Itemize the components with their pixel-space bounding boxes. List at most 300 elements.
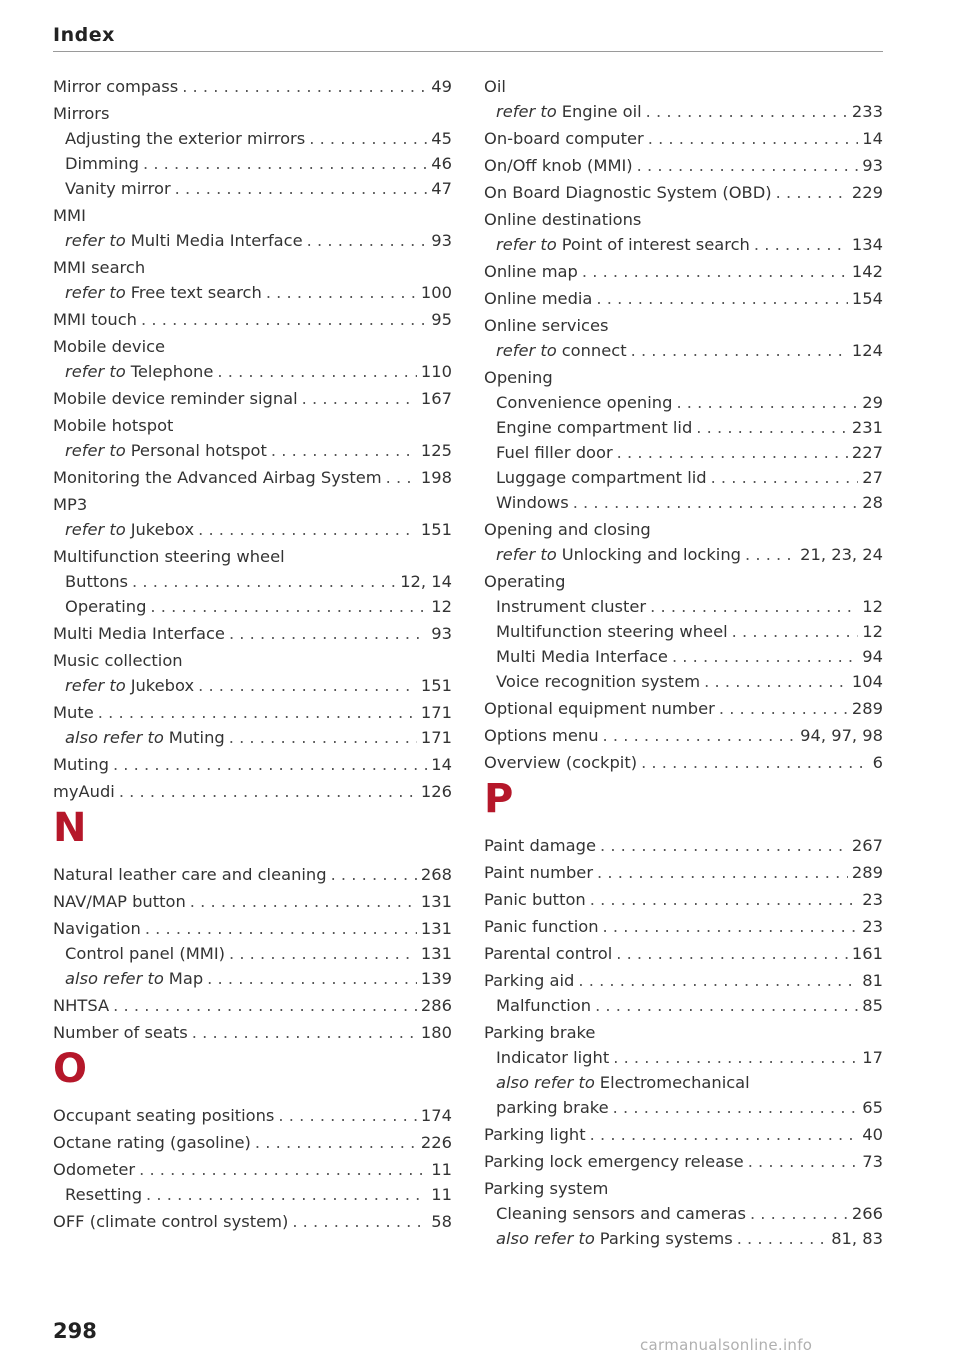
index-subentry (484, 232, 883, 257)
dot-leader (704, 669, 848, 694)
index-subentry (53, 176, 452, 201)
page-reference: 154 (851, 289, 883, 308)
cross-reference-prefix: also refer to (65, 969, 164, 988)
page-reference: 229 (851, 183, 883, 202)
index-entry (484, 313, 883, 338)
cross-reference-prefix: refer to (65, 520, 126, 539)
index-term: Parking lock emergency release (484, 1152, 744, 1171)
index-subentry (53, 725, 452, 750)
index-term: Music collection (53, 651, 183, 670)
index-term: Jukebox (130, 520, 195, 539)
index-entry (53, 1157, 452, 1182)
index-term: Malfunction (496, 996, 592, 1015)
dot-leader (141, 307, 427, 332)
index-term: MMI touch (53, 310, 138, 329)
dot-leader (198, 517, 417, 542)
page-reference: 85 (862, 996, 883, 1015)
dot-leader (207, 966, 417, 991)
dot-leader (745, 542, 796, 567)
dot-leader (732, 619, 859, 644)
index-entry (484, 914, 883, 939)
dot-leader (776, 180, 848, 205)
page-reference: 12 (862, 597, 883, 616)
dot-leader (597, 860, 848, 885)
index-entry (53, 752, 452, 777)
index-subentry (484, 1226, 883, 1251)
index-term: Panic button (484, 890, 586, 909)
cross-reference-prefix: also refer to (65, 728, 164, 747)
index-entry (484, 1020, 883, 1045)
dot-leader (754, 232, 848, 257)
index-subentry (484, 440, 883, 465)
index-term: On/Off knob (MMI) (484, 156, 633, 175)
page-reference: 139 (420, 969, 452, 988)
index-term: Personal hotspot (130, 441, 267, 460)
index-entry (484, 180, 883, 205)
page-reference: 161 (851, 944, 883, 963)
page-reference: 12 (862, 622, 883, 641)
page-reference: 289 (851, 863, 883, 882)
page-reference: 27 (862, 468, 883, 487)
dot-leader (578, 968, 858, 993)
page-reference: 49 (431, 77, 452, 96)
index-entry (53, 74, 452, 99)
index-term: Mute (53, 703, 94, 722)
index-term: Mobile device (53, 337, 166, 356)
page-reference: 45 (431, 129, 452, 148)
index-term: Parking light (484, 1125, 586, 1144)
index-entry (53, 307, 452, 332)
dot-leader (307, 228, 428, 253)
index-term: Operating (484, 572, 566, 591)
index-subentry (53, 594, 452, 619)
index-term: Octane rating (gasoline) (53, 1133, 251, 1152)
index-column-left (53, 74, 452, 1236)
index-term: Instrument cluster (496, 597, 647, 616)
page-reference: 11 (431, 1160, 452, 1179)
dot-leader (748, 1149, 859, 1174)
dot-leader (150, 594, 427, 619)
index-entry (53, 889, 452, 914)
index-term: Engine compartment lid (496, 418, 693, 437)
index-entry (53, 916, 452, 941)
page-reference: 47 (431, 179, 452, 198)
page-reference: 174 (420, 1106, 452, 1125)
dot-leader (711, 465, 859, 490)
index-term: Point of interest search (561, 235, 750, 254)
dot-leader (386, 465, 417, 490)
cross-reference-prefix: refer to (496, 102, 557, 121)
page-reference: 126 (420, 782, 452, 801)
dot-leader (590, 1122, 859, 1147)
dot-leader (600, 833, 848, 858)
page-reference: 233 (851, 102, 883, 121)
page-reference: 131 (420, 944, 452, 963)
dot-leader (278, 1103, 417, 1128)
index-subentry (484, 338, 883, 363)
index-term: Monitoring the Advanced Airbag System (53, 468, 382, 487)
dot-leader (266, 280, 417, 305)
page-reference: 110 (420, 362, 452, 381)
page-reference: 14 (431, 755, 452, 774)
index-subentry (53, 151, 452, 176)
page-reference: 134 (851, 235, 883, 254)
index-entry (53, 413, 452, 438)
index-term: MMI (53, 206, 86, 225)
index-subentry (53, 517, 452, 542)
index-term: Options menu (484, 726, 599, 745)
cross-reference-prefix: refer to (496, 341, 557, 360)
index-term: Occupant seating positions (53, 1106, 275, 1125)
page-reference: 73 (862, 1152, 883, 1171)
index-term: Unlocking and locking (561, 545, 741, 564)
page-reference: 23 (862, 890, 883, 909)
index-subentry (484, 99, 883, 124)
page-reference: 81, 83 (831, 1229, 883, 1248)
page-reference: 93 (431, 231, 452, 250)
dot-leader (631, 338, 848, 363)
dot-leader (255, 1130, 417, 1155)
index-term: Number of seats (53, 1023, 188, 1042)
dot-leader (646, 99, 848, 124)
dot-leader (217, 359, 417, 384)
page-reference: 46 (431, 154, 452, 173)
dot-leader (145, 916, 417, 941)
page-reference: 95 (431, 310, 452, 329)
index-term: Natural leather care and cleaning (53, 865, 327, 884)
dot-leader (613, 1045, 858, 1070)
index-entry (53, 492, 452, 517)
index-term: Fuel filler door (496, 443, 613, 462)
page-reference: 65 (862, 1098, 883, 1117)
index-entry (484, 1122, 883, 1147)
index-entry (53, 779, 452, 804)
dot-leader (98, 700, 417, 725)
cross-reference-prefix: refer to (496, 545, 557, 564)
index-entry (53, 203, 452, 228)
page-reference: 286 (420, 996, 452, 1015)
page-reference: 151 (420, 520, 452, 539)
index-term: Mirrors (53, 104, 110, 123)
index-entry (53, 255, 452, 280)
page-reference: 171 (420, 728, 452, 747)
index-term: Adjusting the exterior mirrors (65, 129, 306, 148)
index-term: Parental control (484, 944, 613, 963)
dot-leader (613, 1095, 859, 1120)
page-reference: 12 (431, 597, 452, 616)
index-subentry (53, 941, 452, 966)
index-entry (53, 621, 452, 646)
index-entry (53, 700, 452, 725)
index-entry (484, 153, 883, 178)
dot-leader (590, 887, 859, 912)
dot-leader (302, 386, 417, 411)
index-entry (53, 1020, 452, 1045)
index-term: MMI search (53, 258, 146, 277)
dot-leader (719, 696, 848, 721)
dot-leader (737, 1226, 828, 1251)
index-subentry (53, 1182, 452, 1207)
dot-leader (648, 126, 859, 151)
index-entry (484, 365, 883, 390)
index-term: Muting (168, 728, 225, 747)
index-term: Opening and closing (484, 520, 651, 539)
index-term: Mobile device reminder signal (53, 389, 298, 408)
index-subentry (484, 1095, 883, 1120)
index-term: Map (168, 969, 204, 988)
page-reference: 94 (862, 647, 883, 666)
index-subentry (484, 1045, 883, 1070)
index-term: Vanity mirror (65, 179, 171, 198)
index-term: Opening (484, 368, 553, 387)
index-term: Indicator light (496, 1048, 610, 1067)
index-term: Buttons (65, 572, 129, 591)
index-term: Windows (496, 493, 569, 512)
cross-reference-prefix: refer to (65, 441, 126, 460)
index-term: Optional equipment number (484, 699, 715, 718)
dot-leader (192, 1020, 417, 1045)
dot-leader (309, 126, 427, 151)
index-subentry (53, 569, 452, 594)
dot-leader (132, 569, 396, 594)
index-subentry (53, 673, 452, 698)
index-term: Parking systems (599, 1229, 733, 1248)
index-term: connect (561, 341, 627, 360)
page-number: 298 (53, 1319, 97, 1343)
dot-leader (146, 1182, 427, 1207)
index-term: On-board computer (484, 129, 644, 148)
index-entry (53, 993, 452, 1018)
index-entry (484, 259, 883, 284)
page-reference: 151 (420, 676, 452, 695)
index-term: Operating (65, 597, 147, 616)
page-reference: 81 (862, 971, 883, 990)
index-entry (484, 833, 883, 858)
index-term: Paint damage (484, 836, 596, 855)
index-subentry (484, 619, 883, 644)
dot-leader (573, 490, 859, 515)
page-reference: 131 (420, 892, 452, 911)
page-reference: 167 (420, 389, 452, 408)
dot-leader (595, 993, 858, 1018)
page-reference: 289 (851, 699, 883, 718)
index-term: Paint number (484, 863, 594, 882)
dot-leader (582, 259, 848, 284)
dot-leader (271, 438, 417, 463)
dot-leader (331, 862, 417, 887)
index-term: Free text search (130, 283, 262, 302)
index-entry (484, 1149, 883, 1174)
page-reference: 93 (862, 156, 883, 175)
index-entry (484, 1176, 883, 1201)
index-entry (484, 126, 883, 151)
page-reference: 268 (420, 865, 452, 884)
dot-leader (616, 941, 848, 966)
index-subentry (484, 644, 883, 669)
dot-leader (641, 750, 869, 775)
index-term: Panic function (484, 917, 599, 936)
page-reference: 14 (862, 129, 883, 148)
page-reference: 93 (431, 624, 452, 643)
page-reference: 131 (420, 919, 452, 938)
dot-leader (676, 390, 858, 415)
dot-leader (143, 151, 427, 176)
index-term: Muting (53, 755, 109, 774)
page-reference: 21, 23, 24 (800, 545, 883, 564)
dot-leader (292, 1209, 427, 1234)
index-term: Telephone (130, 362, 214, 381)
index-term: Online services (484, 316, 609, 335)
dot-leader (603, 914, 859, 939)
page-reference: 267 (851, 836, 883, 855)
page-reference: 124 (851, 341, 883, 360)
index-column-right (484, 74, 883, 1253)
dot-leader (139, 1157, 427, 1182)
page-reference: 142 (851, 262, 883, 281)
dot-leader (190, 889, 417, 914)
page-reference: 198 (420, 468, 452, 487)
index-entry (484, 696, 883, 721)
index-term: On Board Diagnostic System (OBD) (484, 183, 772, 202)
dot-leader (182, 74, 427, 99)
index-subentry (53, 126, 452, 151)
index-subentry (484, 490, 883, 515)
index-subentry (53, 966, 452, 991)
index-entry (484, 887, 883, 912)
dot-leader (617, 440, 848, 465)
dot-leader (596, 286, 848, 311)
index-entry (484, 517, 883, 542)
index-term: Luggage compartment lid (496, 468, 707, 487)
index-subentry (484, 390, 883, 415)
index-subentry (484, 542, 883, 567)
index-entry (484, 860, 883, 885)
index-term: Control panel (MMI) (65, 944, 225, 963)
index-term: parking brake (496, 1098, 609, 1117)
page-reference: 266 (851, 1204, 883, 1223)
dot-leader (229, 941, 417, 966)
index-term: Online media (484, 289, 593, 308)
page-reference: 12, 14 (400, 572, 452, 591)
index-entry (53, 648, 452, 673)
index-term: Mirror compass (53, 77, 179, 96)
index-term: Cleaning sensors and cameras (496, 1204, 746, 1223)
cross-reference-prefix: refer to (496, 235, 557, 254)
index-term: Multifunction steering wheel (496, 622, 728, 641)
index-term: Navigation (53, 919, 141, 938)
dot-leader (672, 644, 858, 669)
cross-reference-prefix: refer to (65, 283, 126, 302)
index-term: Parking system (484, 1179, 609, 1198)
index-letter-heading: P (484, 776, 514, 822)
index-term: NAV/MAP button (53, 892, 186, 911)
page-reference: 94, 97, 98 (800, 726, 883, 745)
page-reference: 125 (420, 441, 452, 460)
cross-reference-prefix: refer to (65, 362, 126, 381)
index-entry (53, 1103, 452, 1128)
index-term: Voice recognition system (496, 672, 701, 691)
index-subentry (484, 1070, 883, 1095)
page-reference: 227 (851, 443, 883, 462)
index-entry (53, 1130, 452, 1155)
index-term: Odometer (53, 1160, 136, 1179)
index-subentry (53, 280, 452, 305)
index-term: Resetting (65, 1185, 143, 1204)
index-letter-heading: O (53, 1046, 88, 1092)
page-reference: 17 (862, 1048, 883, 1067)
page-reference: 58 (431, 1212, 452, 1231)
page-reference: 23 (862, 917, 883, 936)
index-subentry (484, 1201, 883, 1226)
page-reference: 28 (862, 493, 883, 512)
index-entry (484, 968, 883, 993)
header-divider (53, 51, 883, 52)
index-entry (53, 862, 452, 887)
index-subentry (484, 993, 883, 1018)
page-reference: 226 (420, 1133, 452, 1152)
index-term: MP3 (53, 495, 88, 514)
index-entry (484, 569, 883, 594)
page-reference: 180 (420, 1023, 452, 1042)
index-term: Multi Media Interface (53, 624, 225, 643)
index-term: Convenience opening (496, 393, 673, 412)
index-subentry (484, 415, 883, 440)
index-term: Overview (cockpit) (484, 753, 638, 772)
dot-leader (229, 621, 427, 646)
index-term: Electromechanical (599, 1073, 750, 1092)
index-subentry (53, 228, 452, 253)
index-term: Mobile hotspot (53, 416, 174, 435)
index-term: Multi Media Interface (130, 231, 303, 250)
page-reference: 100 (420, 283, 452, 302)
page-reference: 231 (851, 418, 883, 437)
index-term: Engine oil (561, 102, 642, 121)
index-entry (484, 207, 883, 232)
dot-leader (113, 993, 417, 1018)
dot-leader (175, 176, 428, 201)
index-term: OFF (climate control system) (53, 1212, 289, 1231)
index-term: myAudi (53, 782, 115, 801)
page-reference: 40 (862, 1125, 883, 1144)
dot-leader (696, 415, 848, 440)
index-entry (53, 1209, 452, 1234)
index-term: Online map (484, 262, 578, 281)
dot-leader (198, 673, 417, 698)
index-subentry (53, 359, 452, 384)
dot-leader (637, 153, 859, 178)
page-header-title: Index (53, 24, 115, 46)
index-subentry (484, 465, 883, 490)
index-term: Parking brake (484, 1023, 596, 1042)
index-term: Dimming (65, 154, 139, 173)
cross-reference-prefix: also refer to (496, 1229, 595, 1248)
page-reference: 104 (851, 672, 883, 691)
index-term: Jukebox (130, 676, 195, 695)
index-entry (53, 386, 452, 411)
cross-reference-prefix: refer to (65, 231, 126, 250)
page-reference: 6 (872, 753, 883, 772)
page-reference: 29 (862, 393, 883, 412)
index-subentry (53, 438, 452, 463)
index-subentry (484, 669, 883, 694)
dot-leader (650, 594, 858, 619)
index-term: Multifunction steering wheel (53, 547, 285, 566)
index-entry (484, 723, 883, 748)
index-term: NHTSA (53, 996, 110, 1015)
cross-reference-prefix: also refer to (496, 1073, 595, 1092)
index-entry (53, 334, 452, 359)
index-subentry (484, 594, 883, 619)
